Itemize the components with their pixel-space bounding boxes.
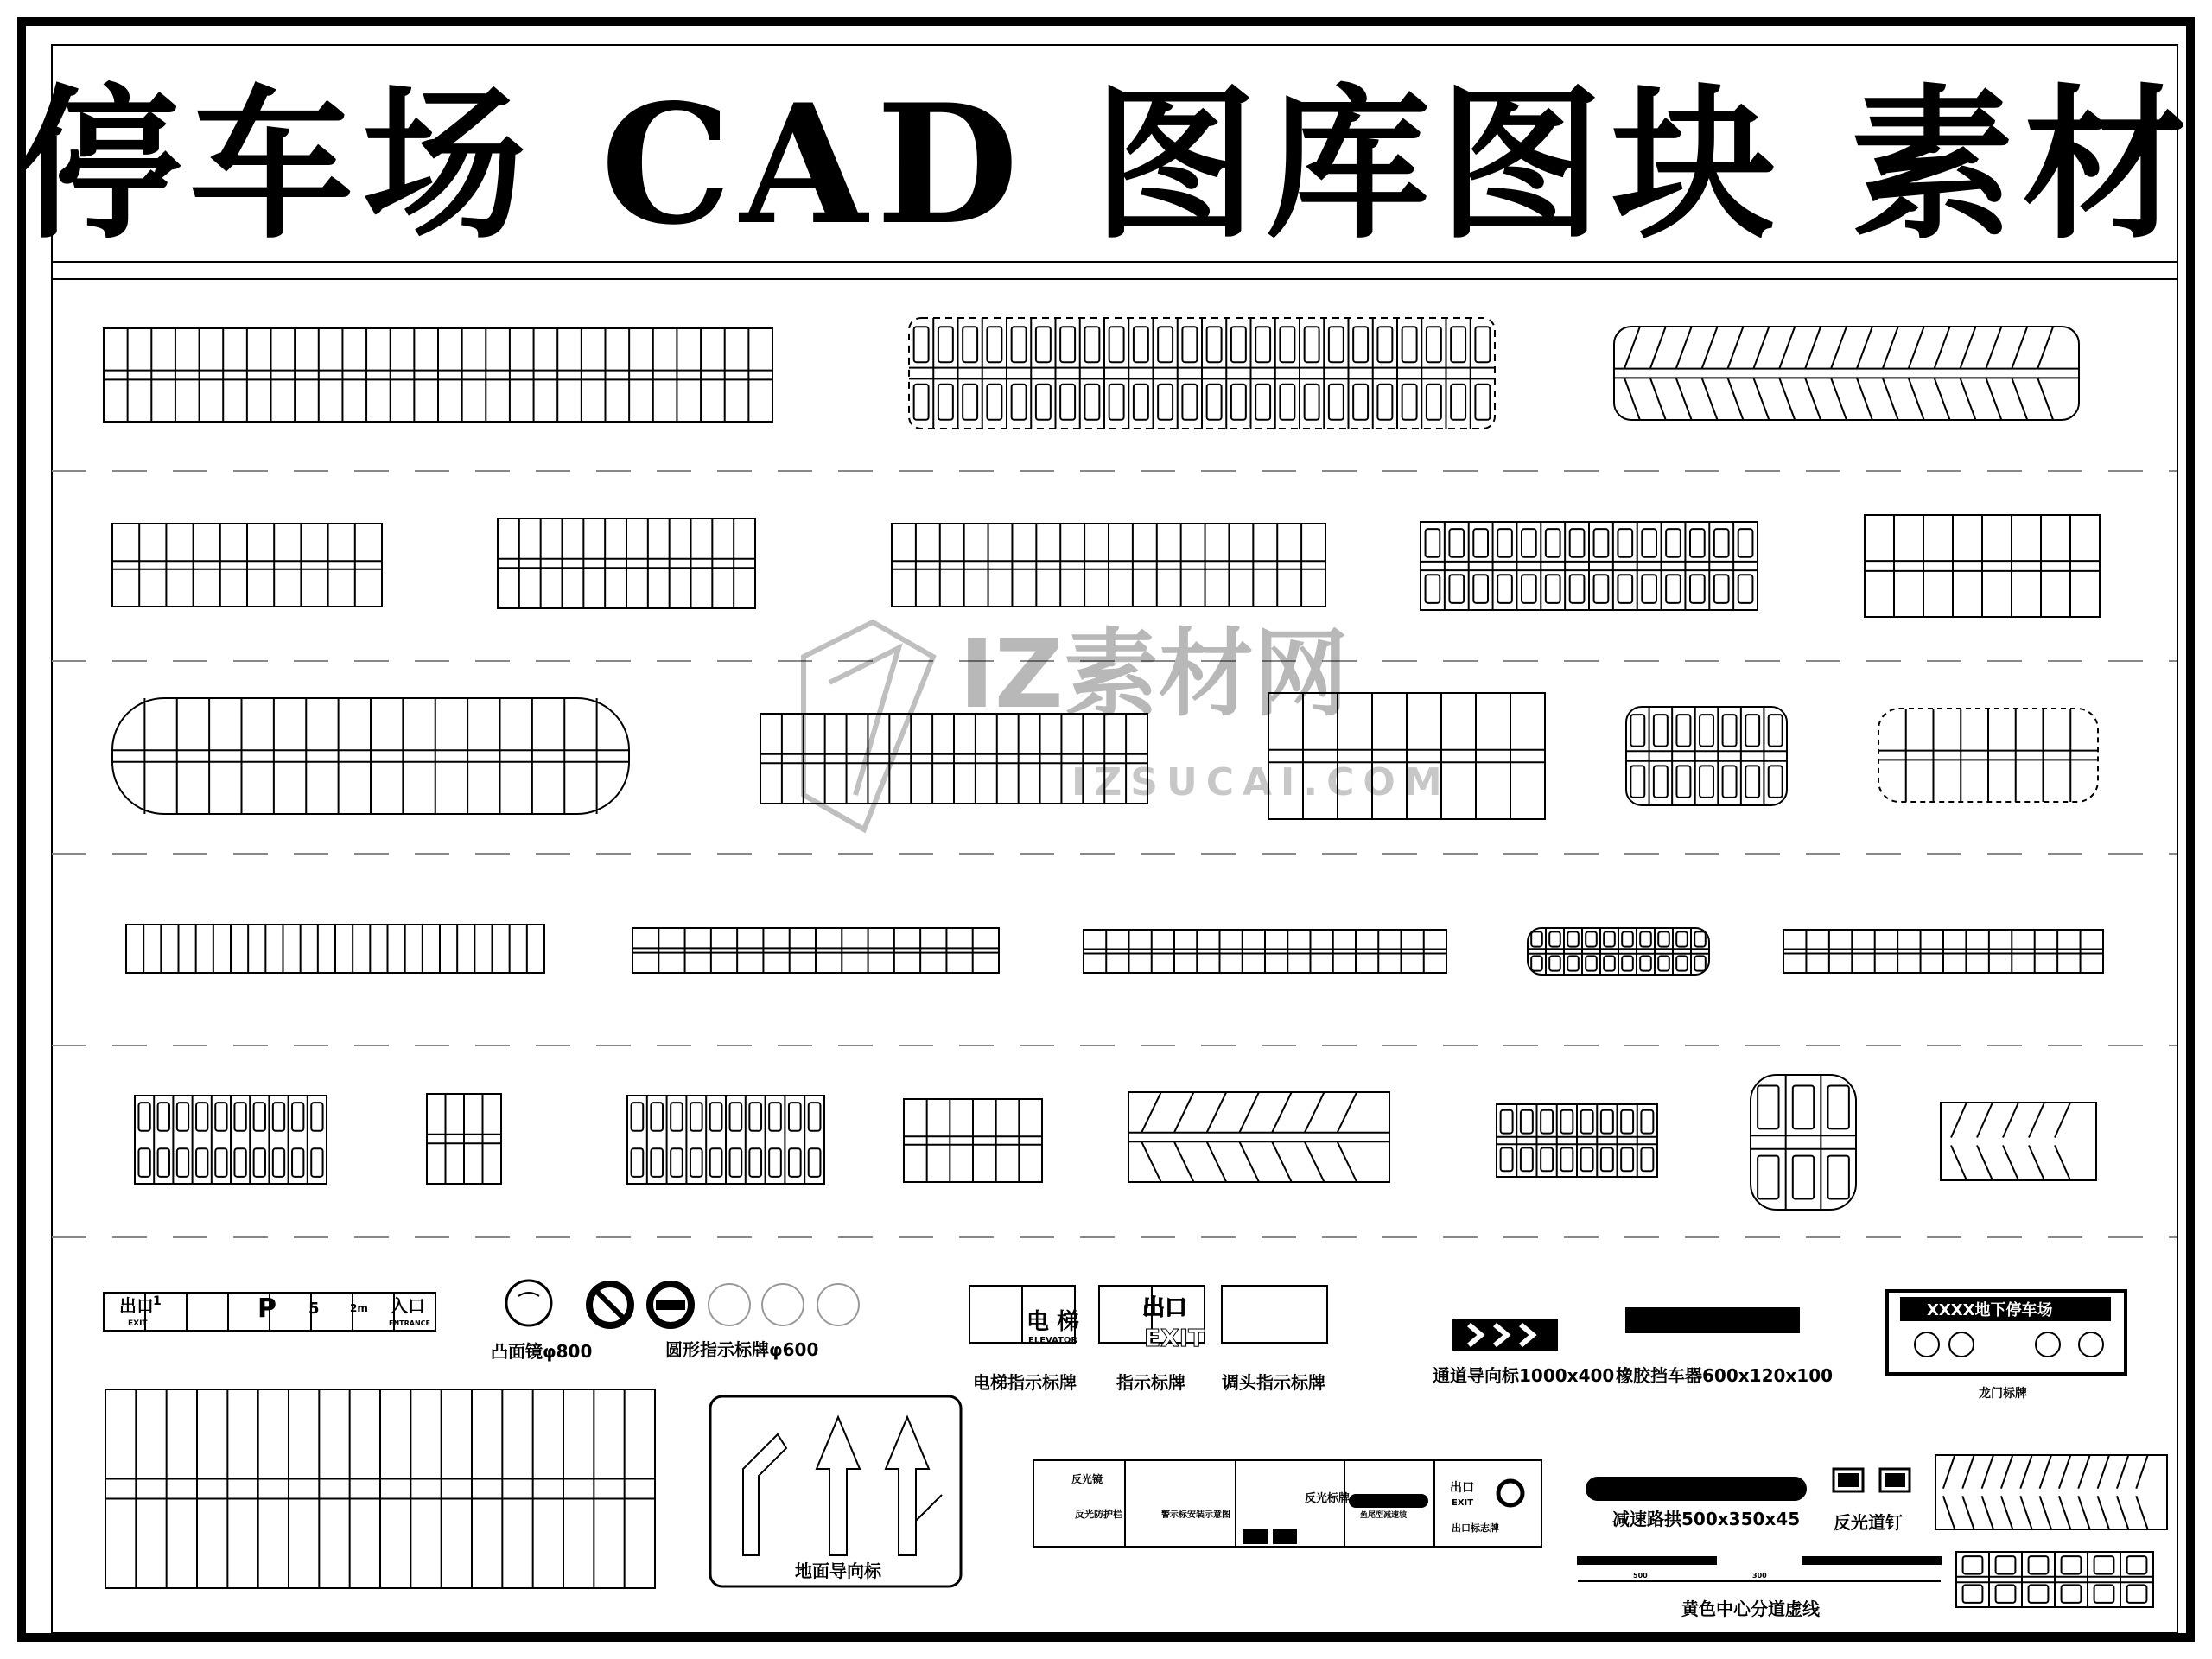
lane-guide-label: 通道导向标1000x400 — [1433, 1365, 1615, 1386]
parking-bay-row5-a — [135, 1096, 327, 1184]
reflector-stud-label: 反光道钉 — [1834, 1512, 1903, 1533]
exit-panel-cn: 出口 — [1450, 1481, 1474, 1495]
uturn-sign-label: 调头指示标牌 — [1222, 1372, 1325, 1393]
elevator-en-text: ELEVATOR — [1028, 1336, 1078, 1345]
row-dividers — [52, 471, 2177, 1237]
gantry-title-text: XXXX地下停车场 — [1927, 1301, 2053, 1319]
reflector-guard-text: 反光防护栏 — [1075, 1509, 1122, 1520]
exit-number-text: 1 — [153, 1294, 162, 1308]
height-limit-text: 2m — [350, 1302, 368, 1314]
round-signs — [589, 1284, 859, 1325]
parking-bay-row5-c — [627, 1096, 824, 1184]
reflector-label-text: 反光镜 — [1071, 1473, 1103, 1485]
round-sign-label: 圆形指示标牌φ600 — [665, 1339, 819, 1360]
parking-bay-row5-g — [1751, 1075, 1856, 1210]
speed-sign-text: 5 — [308, 1300, 320, 1318]
direction-exit-cn: 出口 — [1142, 1295, 1188, 1321]
parking-bay-row5-f — [1497, 1104, 1657, 1177]
parking-bay-row4-a — [126, 925, 544, 973]
parking-bay-row2-e — [1865, 515, 2100, 617]
diagonal-stall-strip — [1936, 1455, 2167, 1529]
parking-bay-row5-h — [1941, 1103, 2096, 1180]
direction-exit-en: EXIT — [1144, 1324, 1205, 1352]
parking-bay-row3-d — [1626, 707, 1787, 805]
parking-bay-row3-e — [1878, 709, 2098, 802]
watermark-url: IZSUCAI.COM — [1071, 760, 1451, 804]
parking-bay-row3-a — [112, 698, 629, 814]
parking-bay-row2-b — [498, 518, 755, 608]
entrance-en-text: ENTRANCE — [389, 1319, 430, 1327]
exit-en-text: EXIT — [128, 1319, 148, 1328]
lane-guide-icon — [1453, 1320, 1557, 1350]
parking-bay-row4-c — [1084, 930, 1446, 973]
gantry-stall-strip — [1956, 1552, 2153, 1607]
reflector-sign-text: 反光标牌 — [1305, 1492, 1351, 1505]
center-line-label: 黄色中心分道虚线 — [1681, 1599, 1820, 1619]
parking-bay-row5-d — [904, 1099, 1042, 1182]
fishtail-bump-text: 鱼尾型减速坡 — [1360, 1511, 1408, 1520]
convex-mirror-icon — [506, 1281, 551, 1325]
mirror-face-icon — [518, 1293, 539, 1296]
parking-bay-row1-a — [104, 328, 772, 422]
uturn-sign-panel — [1222, 1286, 1327, 1343]
parking-bay-row4-e — [1783, 930, 2103, 973]
watermark-text: IZ素材网 — [959, 619, 1349, 729]
page-title: 停车场 CAD 图库图块 素材 — [16, 67, 2196, 261]
parking-bay-row4-b — [632, 928, 999, 973]
convex-mirror-label: 凸面镜φ800 — [491, 1341, 593, 1362]
parking-lot-rounded — [105, 1389, 655, 1588]
elevator-sign-label: 电梯指示标牌 — [973, 1372, 1077, 1393]
entrance-cn-text: 入口 — [391, 1295, 425, 1316]
label-marks — [119, 1294, 2053, 1580]
ground-arrow-icons — [743, 1417, 942, 1555]
speed-bump-icon — [1586, 1478, 1806, 1500]
parking-bay-row4-d — [1528, 928, 1709, 975]
parking-bay-row2-d — [1421, 522, 1758, 610]
parking-bay-row2-c — [892, 524, 1325, 607]
speed-bump-label: 减速路拱500x350x45 — [1612, 1509, 1801, 1529]
elevator-cn-text: 电 梯 — [1027, 1309, 1080, 1335]
parking-bay-row1-b — [909, 318, 1495, 429]
parking-bay-row2-a — [112, 524, 382, 607]
reflector-stud-icons — [1834, 1469, 1910, 1491]
p-sign-text: P — [257, 1294, 276, 1324]
exit-cn-text: 出口 — [119, 1295, 154, 1316]
warning-label-text: 警示标安装示意图 — [1161, 1510, 1230, 1520]
rubber-stopper-icon — [1626, 1308, 1799, 1332]
parking-bay-row1-c — [1614, 327, 2079, 420]
parking-bay-row5-b — [427, 1094, 501, 1184]
parking-blocks — [104, 318, 2167, 1607]
direction-sign-label: 指示标牌 — [1116, 1372, 1185, 1393]
exit-panel-en: EXIT — [1452, 1498, 1474, 1508]
parking-bay-row5-e — [1128, 1092, 1389, 1182]
center-line-d2: 300 — [1752, 1572, 1767, 1580]
gantry-sign-label: 龙门标牌 — [1979, 1387, 2027, 1401]
ground-arrow-label: 地面导向标 — [795, 1560, 881, 1581]
exit-sign-label-text: 出口标志牌 — [1452, 1522, 1499, 1534]
rubber-stopper-label: 橡胶挡车器600x120x100 — [1616, 1365, 1834, 1386]
center-line-d1: 500 — [1633, 1572, 1648, 1580]
